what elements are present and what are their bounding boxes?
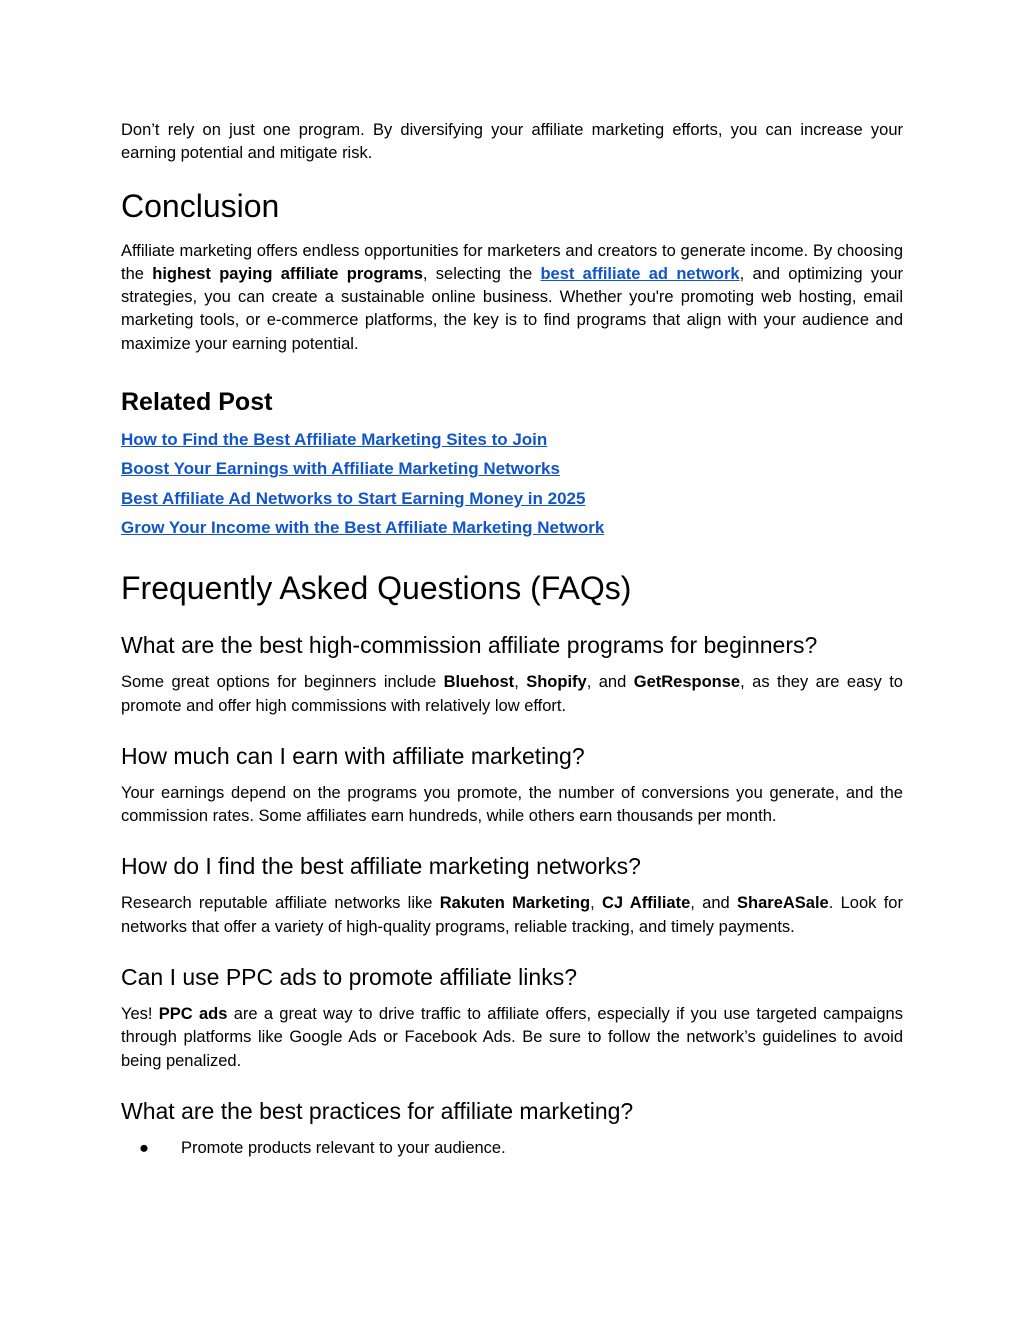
ppc-ads-bold: PPC ads xyxy=(158,1005,228,1024)
related-post-item xyxy=(121,484,903,513)
faq-answer-4-text: are a great way to drive traffic to affiliate offers, especially if you use targeted campaigns through platforms like Google Ads or Facebook Ads. Be sure to follow the network’s guidelines to avoid being penalized. xyxy=(121,1005,903,1070)
document-content xyxy=(121,119,903,1160)
faq-answer-2: Your earnings depend on the programs you promote, the number of conversions you generate, and the commission rates. Some affiliates earn hundreds, while others earn thousands per month. xyxy=(121,783,903,826)
conclusion-paragraph xyxy=(121,240,903,356)
related-post-link-3[interactable]: Best Affiliate Ad Networks to Start Earning Money in 2025 xyxy=(121,488,586,508)
faq-answer-3-text: Research reputable affiliate networks like xyxy=(121,894,440,913)
faq-answer-1-text: Some great options for beginners include xyxy=(121,673,444,692)
faq-answer-4-text: Yes! xyxy=(121,1005,159,1024)
faq-question-2: How much can I earn with affiliate marketing? xyxy=(121,742,585,769)
best-practices-list xyxy=(121,1137,903,1160)
faq-answer-3-text: , and xyxy=(690,894,738,913)
intro-paragraph: Don’t rely on just one program. By diversifying your affiliate marketing efforts, you can increase your earning potential and mitigate risk. xyxy=(121,121,903,163)
shareasale-bold: ShareASale xyxy=(737,894,829,913)
faq-answer-1-text: , xyxy=(514,673,527,692)
related-post-link-4[interactable]: Grow Your Income with the Best Affiliate Marketing Network xyxy=(121,517,605,537)
faq-answer-1-text: , as they are easy to promote and offer high commissions with relatively low effort. xyxy=(121,673,903,715)
related-post-list xyxy=(121,425,903,542)
getresponse-bold: GetResponse xyxy=(633,673,741,692)
faq-answer-3-text: , xyxy=(590,894,602,913)
conclusion-text-1: Affiliate marketing offers endless opportunities for marketers and creators to generate income. By choosing the xyxy=(121,241,903,283)
related-post-item xyxy=(121,425,903,454)
bullet-dot-icon: ● xyxy=(139,1138,149,1157)
faq-question-5: What are the best practices for affiliate marketing? xyxy=(121,1097,634,1124)
faq-question-3: How do I find the best affiliate marketing networks? xyxy=(121,853,641,880)
faq-answer-3 xyxy=(121,892,903,939)
conclusion-text-2: , selecting the xyxy=(422,264,541,283)
related-post-link-2[interactable]: Boost Your Earnings with Affiliate Marketing Networks xyxy=(121,459,560,479)
faq-answer-1 xyxy=(121,671,903,718)
conclusion-heading: Conclusion xyxy=(121,187,280,224)
faq-answer-3-text: . Look for networks that offer a variety of high-quality programs, reliable tracking, and timely payments. xyxy=(121,894,903,936)
related-post-item xyxy=(121,454,903,483)
related-post-heading: Related Post xyxy=(121,388,273,417)
related-post-link-1[interactable]: How to Find the Best Affiliate Marketing Sites to Join xyxy=(121,430,548,450)
bluehost-bold: Bluehost xyxy=(443,673,515,692)
rakuten-bold: Rakuten Marketing xyxy=(439,894,591,913)
list-item xyxy=(121,1137,903,1160)
related-post-item xyxy=(121,513,903,542)
cj-affiliate-bold: CJ Affiliate xyxy=(601,894,691,913)
conclusion-text-3: , and optimizing your strategies, you can create a sustainable online business. Whether you're promoting web hosting, email marketing tools, or e-commerce platforms, the key is to find programs that align with your audience and maximize your earning potential. xyxy=(121,264,903,353)
shopify-bold: Shopify xyxy=(526,673,587,692)
conclusion-bold-highest-paying: highest paying affiliate programs xyxy=(152,264,423,283)
faq-answer-1-text: , and xyxy=(586,673,634,692)
faq-question-4: Can I use PPC ads to promote affiliate links? xyxy=(121,964,577,991)
bullet-text: Promote products relevant to your audience. xyxy=(181,1138,506,1157)
faq-heading: Frequently Asked Questions (FAQs) xyxy=(121,570,632,607)
best-affiliate-ad-network-link[interactable]: best affiliate ad network xyxy=(540,264,740,283)
faq-question-1: What are the best high-commission affiliate programs for beginners? xyxy=(121,632,818,659)
faq-answer-4 xyxy=(121,1003,903,1073)
